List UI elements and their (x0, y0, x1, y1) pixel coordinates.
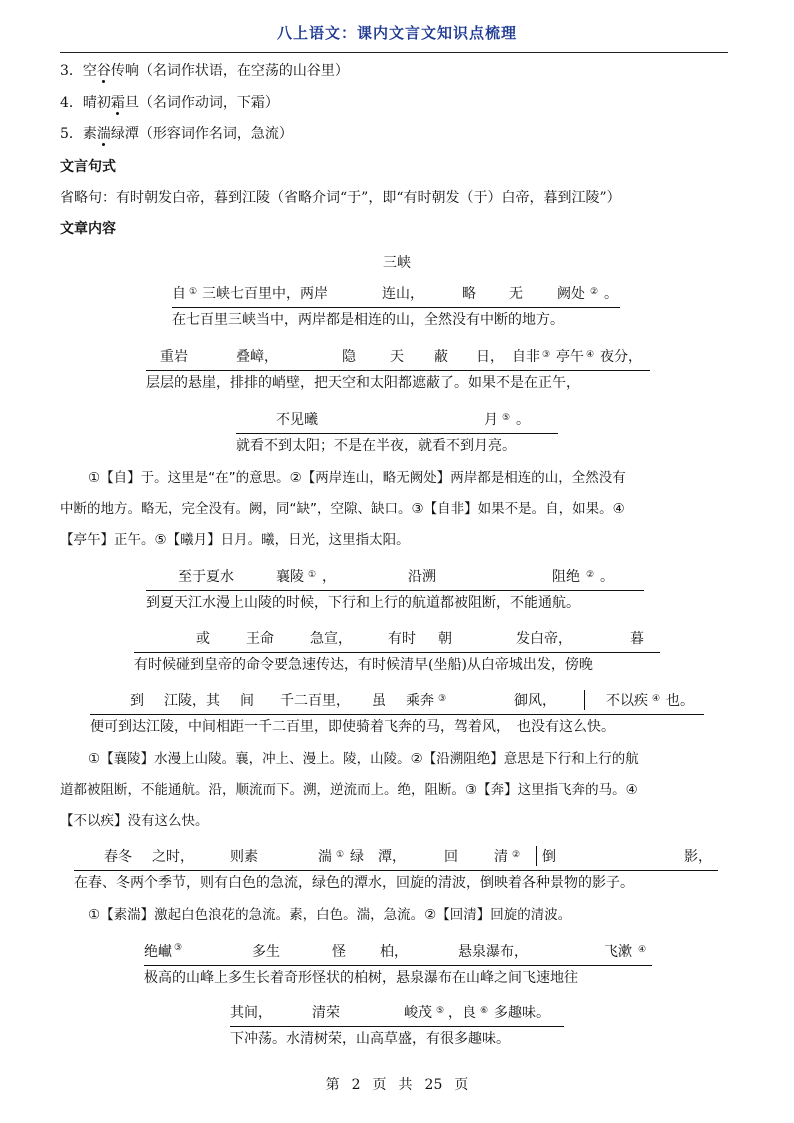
translation-line: 在春、冬两个季节，则有白色的急流，绿色的潭水，回旋的清波，倒映着各种景物的影子。 (74, 875, 634, 891)
word-usage-item-4: 4．晴初霜旦（名词作动词，下霜） (60, 95, 279, 111)
original-text-line: 其间， 清荣 峻茂 ⑤ ，良 ⑥ 多趣味。 (230, 1002, 564, 1027)
translation-line: 就看不到太阳；不是在半夜，就看不到月亮。 (236, 438, 516, 454)
emphasis-dotted-char: 湍 (96, 126, 111, 142)
poem-title: 三峡 (383, 255, 411, 271)
annotation-note-3: ①【素湍】激起白色浪花的急流。素，白色。湍，急流。②【回清】回旋的清波。 (88, 907, 572, 923)
syntax-text: 省略句：有时朝发白帝，暮到江陵（省略介词“于”，即“有时朝发（于）白帝，暮到江陵”） (60, 190, 621, 206)
original-text-line: 不见曦 月 ⑤ 。 (236, 409, 558, 434)
page-footer: 第 2 页 共 25 页 (325, 1077, 469, 1093)
original-text-line: 或 王命 急宣， 有时 朝 发白帝， 暮 (134, 628, 660, 653)
page-header-title: 八上语文：课内文言文知识点梳理 (276, 24, 517, 42)
content-heading: 文章内容 (60, 221, 116, 237)
annotation-note-1: ①【自】于。这里是“在”的意思。②【两岸连山，略无阙处】两岸都是相连的山，全然没有 中断的地方。略无，完全没有。阙，同“缺”，空隙、缺口。③【自非】如果不是。自，如果。④ 【亭午】正午。⑤【曦月】日月。曦，日光，这里指太阳。 (60, 470, 626, 548)
translation-line: 下冲荡。水清树荣，山高草盛，有很多趣味。 (230, 1031, 510, 1047)
original-text-line: 绝𪩘 ③ 多生 怪 柏， 悬泉瀑布， 飞漱 ④ (144, 941, 652, 966)
current-page-number: 2 (351, 1077, 361, 1093)
original-text-line: 春冬 之时， 则素 湍 ① 绿 潭， 回 清 ② 倒 影， (74, 846, 718, 871)
total-pages: 25 (424, 1077, 443, 1093)
translation-line: 到夏天江水漫上山陵的时候，下行和上行的航道都被阻断，不能通航。 (146, 595, 580, 611)
word-usage-item-3: 3．空谷传响（名词作状语，在空荡的山谷里） (60, 63, 349, 79)
original-text-line: 到 江陵，其 间 千二百里， 虽 乘奔 ③ 御风， 不以疾 ④ 也。 (90, 690, 704, 715)
header-rule (60, 52, 728, 53)
original-text-line: 至于夏水 襄陵 ① ， 沿溯 阻绝 ② 。 (146, 566, 644, 591)
translation-line: 层层的悬崖，排排的峭壁，把天空和太阳都遮蔽了。如果不是在正午， (146, 375, 580, 391)
translation-line: 极高的山峰上多生长着奇形怪状的柏树，悬泉瀑布在山峰之间飞速地往 (144, 970, 578, 986)
original-text-line: 重岩 叠嶂， 隐 天 蔽 日， 自非 ③ 亭午 ④ 夜分， (146, 346, 650, 371)
annotation-note-2: ①【襄陵】水漫上山陵。襄，冲上、漫上。陵，山陵。②【沿溯阻绝】意思是下行和上行的航 道都被阻断，不能通航。沿，顺流而下。溯，逆流而上。绝，阻断。③【奔】这里指飞奔的马。④ 【不以疾】没有这么快。 (60, 751, 639, 829)
original-text-line: 自 ① 三峡七百里中，两岸 连山， 略 无 阙处 ② 。 (172, 283, 620, 308)
emphasis-dotted-char: 谷 (96, 63, 111, 79)
word-usage-item-5: 5．素湍绿潭（形容词作名词，急流） (60, 126, 293, 142)
translation-line: 有时候碰到皇帝的命令要急速传达，有时候清早(坐船)从白帝城出发，傍晚 (134, 657, 593, 673)
translation-line: 便可到达江陵，中间相距一千二百里，即使骑着飞奔的马，驾着风， 也没有这么快。 (90, 719, 615, 735)
translation-line: 在七百里三峡当中，两岸都是相连的山，全然没有中断的地方。 (172, 312, 564, 328)
emphasis-dotted-char: 霜 (110, 95, 125, 111)
syntax-heading: 文言句式 (60, 159, 116, 175)
